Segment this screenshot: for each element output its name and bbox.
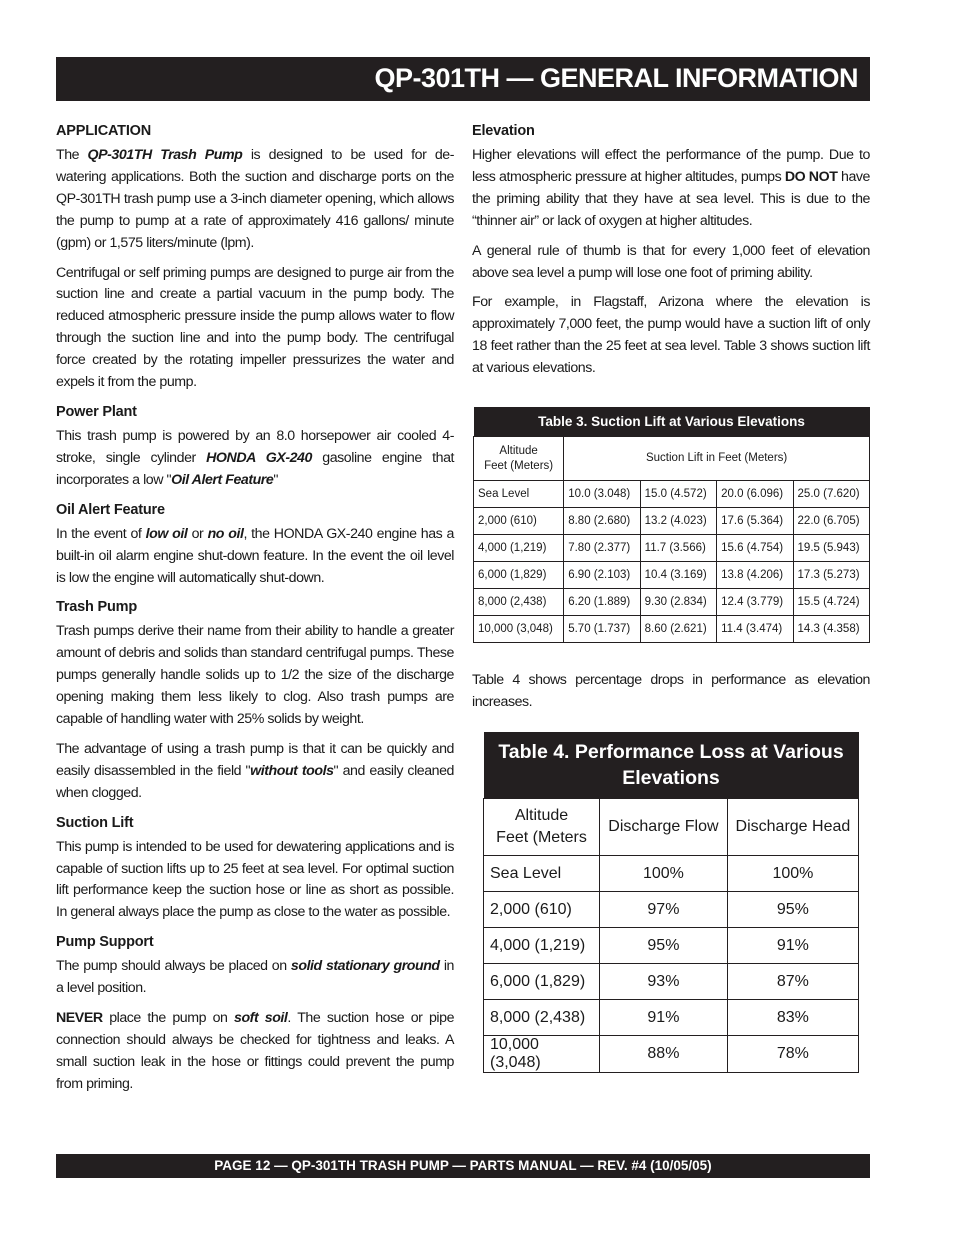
suction-lift-table bbox=[473, 407, 870, 643]
table-cell: 6.20 (1.889) bbox=[564, 589, 640, 616]
application-paragraph-1: The QP-301TH Trash Pump is designed to be used for de-watering applications. Both the suction and discharge ports on the QP-301TH trash pump use a 3-inch diameter opening, which allows the pump to pump at a rate of approximately 416 gallons/ minute (gpm) or 1,575 liters/minute (lpm). bbox=[56, 147, 454, 251]
table-cell: 88% bbox=[600, 1036, 728, 1073]
table-cell: 95% bbox=[600, 928, 728, 964]
table-cell: 95% bbox=[727, 892, 858, 928]
table-cell: 4,000 (1,219) bbox=[474, 535, 564, 562]
oil-alert-paragraph: In the event of low oil or no oil, the HONDA GX-240 engine has a built-in oil alarm engine shut-down feature. In the event the oil level is low the engine will automatically shut-down. bbox=[56, 525, 454, 586]
table-cell: 2,000 (610) bbox=[474, 508, 564, 535]
application-heading: APPLICATION bbox=[56, 123, 152, 139]
table-cell: 8.80 (2.680) bbox=[564, 508, 640, 535]
table-cell: 19.5 (5.943) bbox=[793, 535, 869, 562]
table-cell: 8,000 (2,438) bbox=[484, 1000, 600, 1036]
table-cell: 87% bbox=[727, 964, 858, 1000]
table-cell: 100% bbox=[727, 856, 858, 892]
table-cell: 22.0 (6.705) bbox=[793, 508, 869, 535]
table-cell: 8,000 (2,438) bbox=[474, 589, 564, 616]
table-cell: 11.4 (3.474) bbox=[717, 616, 793, 643]
elevation-paragraph-3: For example, in Flagstaff, Arizona where the elevation is approximately 7,000 feet, the pump would have a suction lift of only 18 feet rather than the 25 feet at sea level. Table 3 shows suction lift at various elevations. bbox=[472, 294, 870, 377]
table-cell: 20.0 (6.096) bbox=[717, 481, 793, 508]
table3-suction-header: Suction Lift in Feet (Meters) bbox=[564, 437, 870, 481]
table-row bbox=[474, 508, 870, 535]
table-cell: 14.3 (4.358) bbox=[793, 616, 869, 643]
table-cell: 83% bbox=[727, 1000, 858, 1036]
table-cell: 25.0 (7.620) bbox=[793, 481, 869, 508]
suction-lift-paragraph: This pump is intended to be used for dewatering applications and is capable of suction lifts up to 25 feet at sea level. For optimal suction lift performance keep the suction hose or line as short as possible. In general always place the pump as close to the water as possible. bbox=[56, 838, 454, 921]
table-cell: 2,000 (610) bbox=[484, 892, 600, 928]
trash-pump-heading: Trash Pump bbox=[56, 599, 137, 616]
table3-caption: Table 3. Suction Lift at Various Elevations bbox=[474, 407, 870, 437]
table-cell: Sea Level bbox=[484, 856, 600, 892]
table-cell: 11.7 (3.566) bbox=[640, 535, 716, 562]
table-cell: 17.3 (5.273) bbox=[793, 562, 869, 589]
table-cell: 9.30 (2.834) bbox=[640, 589, 716, 616]
table-cell: 6,000 (1,829) bbox=[484, 964, 600, 1000]
elevation-heading: Elevation bbox=[472, 123, 535, 139]
table-cell: 8.60 (2.621) bbox=[640, 616, 716, 643]
table-row bbox=[474, 481, 870, 508]
table-cell: 15.5 (4.724) bbox=[793, 589, 869, 616]
table-row bbox=[484, 892, 859, 928]
trash-pump-paragraph-1: Trash pumps derive their name from their ability to handle a greater amount of debris and solids than standard centrifugal pumps. These pumps generally handle solids up to 1/2 the size of the discharge opening making them less likely to clog. Also trash pumps are capable of handling water with 25% solids by weight. bbox=[56, 623, 454, 728]
table-cell: 100% bbox=[600, 856, 728, 892]
table4-head-header: Discharge Head bbox=[727, 799, 858, 856]
power-plant-paragraph: This trash pump is powered by an 8.0 horsepower air cooled 4-stroke, single cylinder HONDA GX-240 gasoline engine that incorporates a low "Oil Alert Feature" bbox=[56, 427, 455, 488]
table-row bbox=[474, 589, 870, 616]
table-cell: 13.8 (4.206) bbox=[717, 562, 793, 589]
table-row bbox=[484, 856, 859, 892]
table4-caption: Table 4. Performance Loss at Various Elevations bbox=[484, 732, 859, 799]
table4-flow-header: Discharge Flow bbox=[600, 799, 728, 856]
table-cell: 10.0 (3.048) bbox=[564, 481, 640, 508]
table-cell: 5.70 (1.737) bbox=[564, 616, 640, 643]
table3-altitude-header: Altitude Feet (Meters) bbox=[474, 437, 564, 481]
table-cell: 13.2 (4.023) bbox=[640, 508, 716, 535]
table-cell: 6.90 (2.103) bbox=[564, 562, 640, 589]
page-title: QP-301TH — GENERAL INFORMATION bbox=[374, 63, 858, 93]
table-cell: 93% bbox=[600, 964, 728, 1000]
right-column bbox=[472, 121, 870, 388]
pump-support-paragraph-1: The pump should always be placed on solid stationary ground in a level position. bbox=[56, 958, 454, 997]
trash-pump-paragraph-2: The advantage of using a trash pump is that it can be quickly and easily disassembled in the field "without tools" and easily cleaned when clogged. bbox=[56, 740, 454, 801]
table-cell: 10,000 (3,048) bbox=[484, 1036, 600, 1073]
table-row bbox=[484, 1000, 859, 1036]
table-cell: 97% bbox=[600, 892, 728, 928]
left-column bbox=[56, 121, 454, 1104]
application-paragraph-2: Centrifugal or self priming pumps are designed to purge air from the suction line and create a partial vacuum in the pump body. The reduced atmospheric pressure inside the pump allows water to flow through the suction line and into the pump body. The centrifugal force created by the rotating impeller pressurizes the water and expels it from the pump. bbox=[56, 264, 454, 391]
table4-intro: Table 4 shows percentage drops in performance as elevation increases. bbox=[472, 672, 870, 710]
table-cell: 78% bbox=[727, 1036, 858, 1073]
pump-support-paragraph-2: NEVER place the pump on soft soil. The suction hose or pipe connection should always be checked for tightness and leaks. A small suction leak in the hose or fittings could prevent the pump from priming. bbox=[56, 1010, 455, 1092]
elevation-paragraph-2: A general rule of thumb is that for every 1,000 feet of elevation above sea level a pump will lose one foot of priming ability. bbox=[472, 242, 870, 281]
suction-lift-heading: Suction Lift bbox=[56, 814, 134, 831]
table-row bbox=[474, 562, 870, 589]
table-row bbox=[484, 1036, 859, 1073]
table-cell: 15.6 (4.754) bbox=[717, 535, 793, 562]
table-cell: Sea Level bbox=[474, 481, 564, 508]
table-row bbox=[484, 964, 859, 1000]
table-row bbox=[474, 535, 870, 562]
elevation-paragraph-1: Higher elevations will effect the performance of the pump. Due to less atmospheric pressure at higher altitudes, pumps DO NOT have the priming ability that they have at sea level. This is due to the “thinner air” or lack of oxygen at higher altitudes. bbox=[472, 147, 870, 229]
table-cell: 4,000 (1,219) bbox=[484, 928, 600, 964]
table-cell: 15.0 (4.572) bbox=[640, 481, 716, 508]
oil-alert-heading: Oil Alert Feature bbox=[56, 501, 165, 518]
table-row bbox=[474, 616, 870, 643]
power-plant-heading: Power Plant bbox=[56, 403, 137, 420]
table-cell: 10,000 (3,048) bbox=[474, 616, 564, 643]
performance-loss-table bbox=[483, 732, 859, 1073]
table-cell: 91% bbox=[727, 928, 858, 964]
table-row bbox=[484, 928, 859, 964]
table-cell: 12.4 (3.779) bbox=[717, 589, 793, 616]
table-cell: 10.4 (3.169) bbox=[640, 562, 716, 589]
page-footer: PAGE 12 — QP-301TH TRASH PUMP — PARTS MANUAL — REV. #4 (10/05/05) bbox=[56, 1154, 870, 1178]
table-cell: 91% bbox=[600, 1000, 728, 1036]
table4-altitude-header: Altitude Feet (Meters bbox=[484, 799, 600, 856]
table-cell: 17.6 (5.364) bbox=[717, 508, 793, 535]
table-cell: 6,000 (1,829) bbox=[474, 562, 564, 589]
table-cell: 7.80 (2.377) bbox=[564, 535, 640, 562]
page-title-bar bbox=[56, 57, 870, 101]
pump-support-heading: Pump Support bbox=[56, 934, 154, 951]
